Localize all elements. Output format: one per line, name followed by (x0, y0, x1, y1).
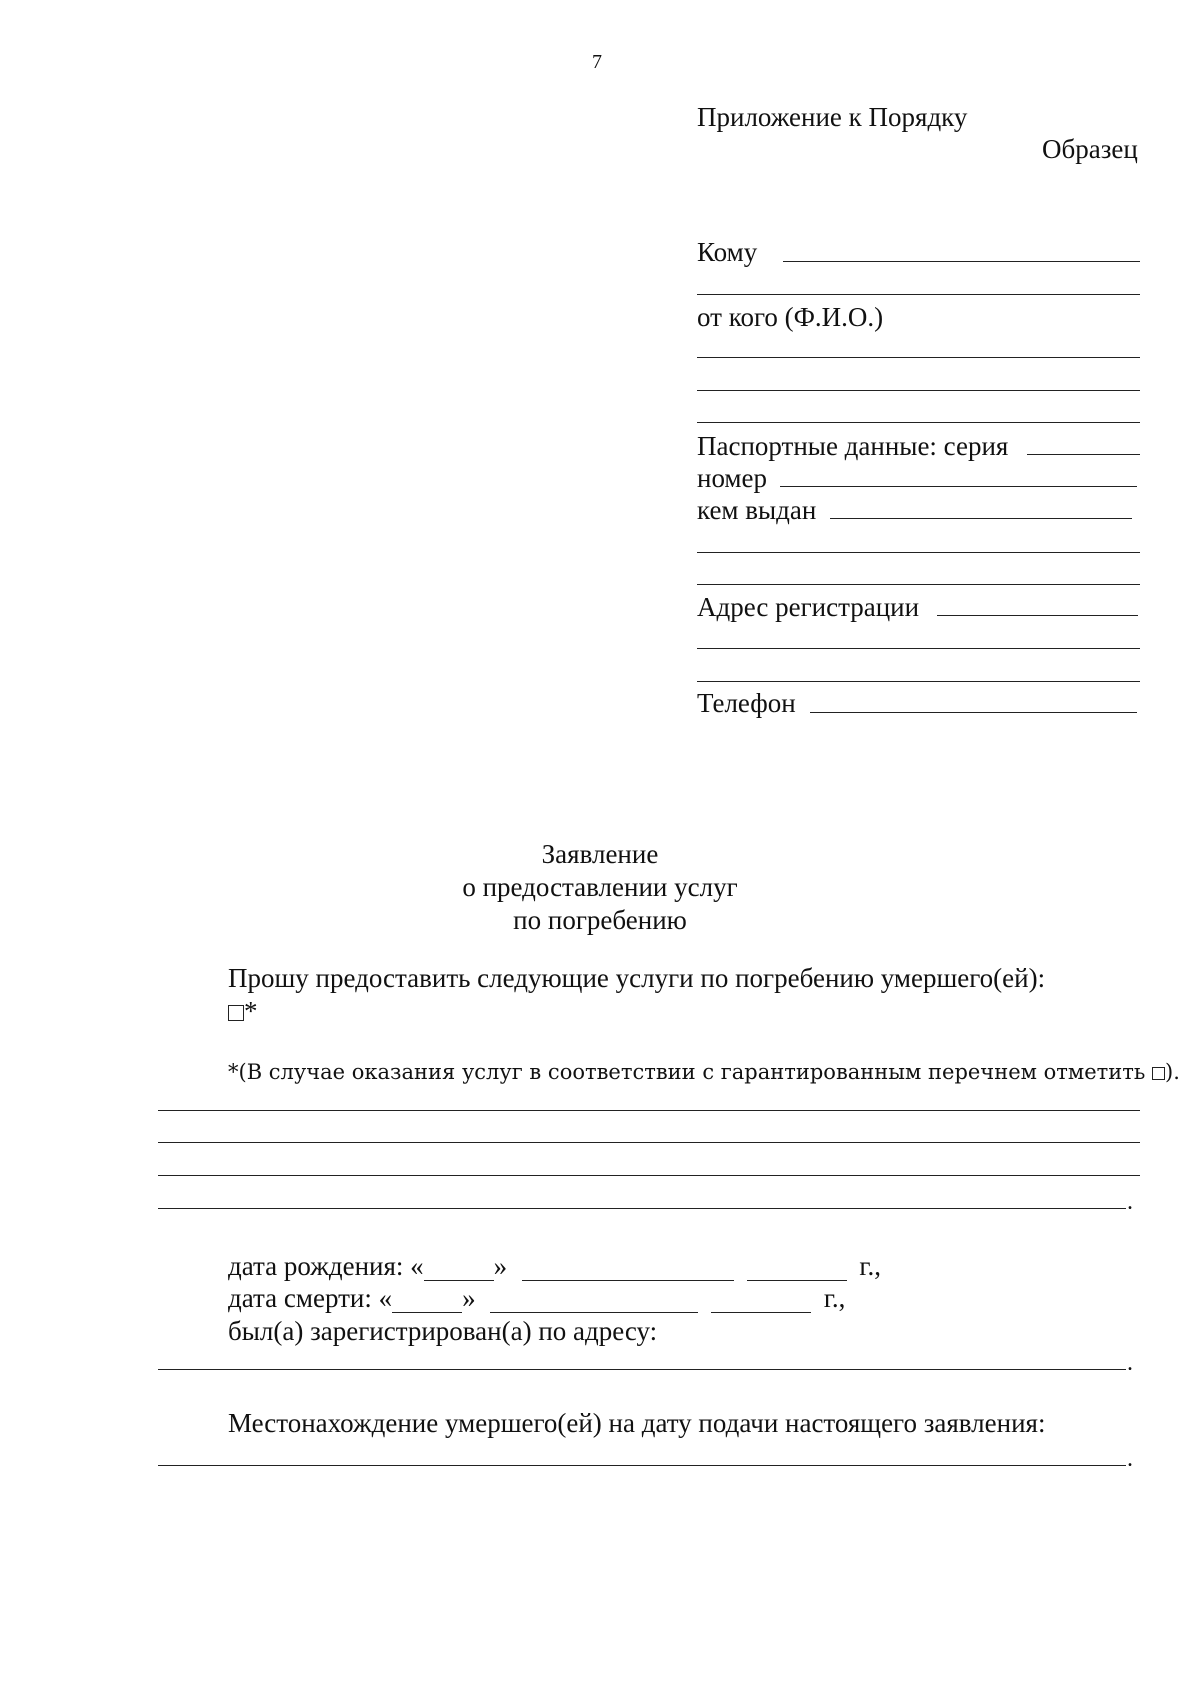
sample-label: Образец (1042, 134, 1138, 164)
to-field[interactable] (783, 261, 1140, 262)
document-title-line-1: Заявление (541, 839, 659, 869)
location-period: . (1127, 1446, 1133, 1472)
passport-number-field[interactable] (780, 486, 1137, 487)
birth-year-suffix: г., (859, 1251, 881, 1281)
services-line-3[interactable] (158, 1175, 1140, 1176)
death-day-field[interactable] (392, 1285, 462, 1313)
footnote-text: *(В случае оказания услуг в соответствии с гарантированным перечнем отметить (228, 1060, 1146, 1084)
document-title-line-2: о предоставлении услуг (462, 872, 738, 902)
location-label: Местонахождение умершего(ей) на дату подачи настоящего заявления: (228, 1408, 1046, 1438)
address-field-line-2[interactable] (697, 648, 1140, 649)
address-field-line-3[interactable] (697, 681, 1140, 682)
document-title-line-3: по погребению (513, 905, 687, 935)
phone-label: Телефон (697, 688, 796, 718)
death-month-field[interactable] (490, 1285, 698, 1313)
passport-series-label: Паспортные данные: серия (697, 431, 1009, 461)
appendix-label: Приложение к Порядку (697, 102, 968, 132)
birth-year-field[interactable] (747, 1253, 847, 1281)
death-quote-close: » (462, 1283, 476, 1313)
footnote-end: ). (1165, 1060, 1180, 1084)
birth-day-field[interactable] (424, 1253, 494, 1281)
services-line-2[interactable] (158, 1142, 1140, 1143)
services-line-1[interactable] (158, 1110, 1140, 1111)
registered-address-period: . (1127, 1350, 1133, 1376)
death-date-row (228, 1285, 845, 1313)
passport-series-field[interactable] (1027, 454, 1140, 455)
issued-by-field-line-2[interactable] (697, 552, 1140, 553)
death-year-suffix: г., (823, 1283, 846, 1313)
guaranteed-list-option (228, 998, 258, 1025)
guaranteed-list-checkbox[interactable] (228, 1005, 244, 1021)
issued-by-field-line-3[interactable] (697, 584, 1140, 585)
birth-month-field[interactable] (522, 1253, 734, 1281)
death-year-field[interactable] (711, 1285, 811, 1313)
death-date-label: дата смерти: « (228, 1283, 393, 1313)
checkbox-asterisk: * (244, 996, 258, 1026)
to-field-line-2[interactable] (697, 294, 1140, 295)
passport-number-label: номер (697, 463, 768, 493)
page-number: 7 (592, 51, 602, 73)
from-field-line-1[interactable] (697, 357, 1140, 358)
footnote-checkbox-icon (1152, 1067, 1165, 1080)
registered-address-field[interactable] (158, 1369, 1126, 1370)
from-field-line-3[interactable] (697, 422, 1140, 423)
location-field[interactable] (158, 1465, 1126, 1466)
birth-date-row (228, 1253, 881, 1281)
to-label: Кому (697, 237, 758, 267)
registered-address-label: был(а) зарегистрирован(а) по адресу: (228, 1316, 658, 1346)
address-field[interactable] (937, 615, 1138, 616)
phone-field[interactable] (810, 712, 1137, 713)
issued-by-label: кем выдан (697, 495, 817, 525)
from-field-line-2[interactable] (697, 390, 1140, 391)
birth-date-label: дата рождения: « (228, 1251, 424, 1281)
footnote (228, 1062, 1180, 1083)
services-line-4[interactable] (158, 1208, 1126, 1209)
request-text: Прошу предоставить следующие услуги по погребению умершего(ей): (228, 963, 1046, 993)
issued-by-field[interactable] (830, 518, 1132, 519)
services-period: . (1127, 1189, 1133, 1215)
address-label: Адрес регистрации (697, 592, 920, 622)
from-label: от кого (Ф.И.О.) (697, 302, 884, 332)
birth-quote-close: » (493, 1251, 508, 1281)
